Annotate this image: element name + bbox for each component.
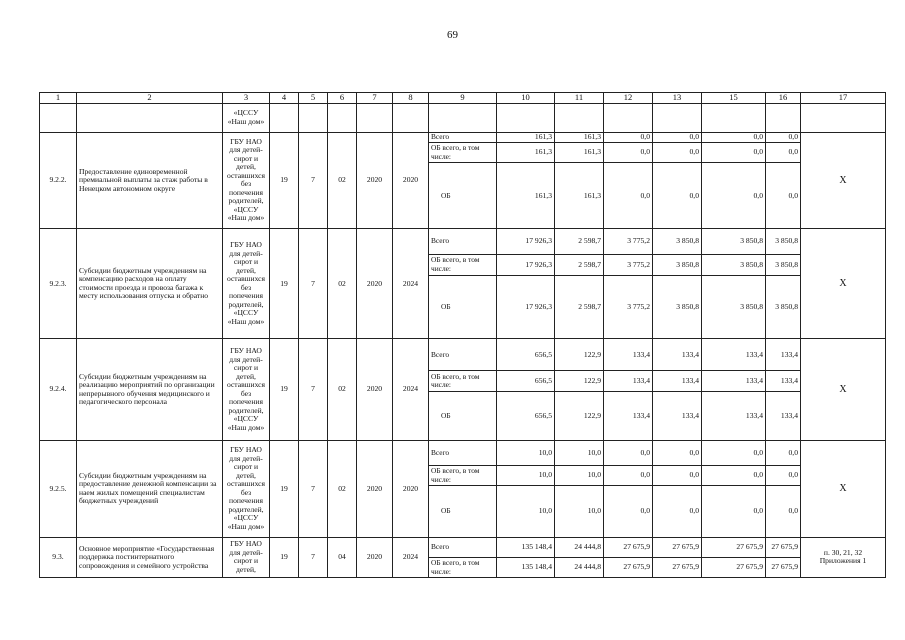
column-header: 6 [328, 93, 357, 104]
value-cell: 133,4 [604, 391, 653, 440]
value-cell: 133,4 [702, 391, 766, 440]
code-cell: 2024 [393, 537, 429, 577]
row-number: 9.2.3. [40, 229, 77, 339]
code-cell: 19 [270, 229, 299, 339]
value-cell: 3 850,8 [653, 254, 702, 275]
funding-label: Всего [429, 339, 497, 371]
program-table [39, 92, 886, 578]
table-row [40, 339, 886, 371]
value-cell: 3 775,2 [604, 229, 653, 255]
value-cell: 10,0 [497, 441, 555, 466]
funding-label: Всего [429, 537, 497, 558]
row-number: 9.2.4. [40, 339, 77, 441]
x-mark: Х [801, 229, 886, 339]
value-cell: 27 675,9 [604, 537, 653, 558]
column-header: 17 [801, 93, 886, 104]
value-cell: 133,4 [702, 371, 766, 392]
value-cell: 3 850,8 [702, 229, 766, 255]
value-cell: 24 444,8 [555, 558, 604, 578]
value-cell: 27 675,9 [766, 558, 801, 578]
value-cell: 3 775,2 [604, 254, 653, 275]
value-cell: 2 598,7 [555, 275, 604, 339]
code-cell: 7 [299, 132, 328, 229]
value-cell: 656,5 [497, 371, 555, 392]
funding-label: Всего [429, 132, 497, 142]
value-cell: 0,0 [653, 142, 702, 163]
value-cell: 133,4 [702, 339, 766, 371]
value-cell: 122,9 [555, 339, 604, 371]
funding-label: ОБ [429, 391, 497, 440]
column-header: 3 [223, 93, 270, 104]
code-cell: 19 [270, 441, 299, 538]
column-header: 1 [40, 93, 77, 104]
funding-label: Всего [429, 441, 497, 466]
value-cell: 0,0 [702, 142, 766, 163]
carry-over-row [40, 103, 886, 132]
value-cell: 0,0 [702, 132, 766, 142]
value-cell: 3 775,2 [604, 275, 653, 339]
column-header: 11 [555, 93, 604, 104]
value-cell: 161,3 [497, 142, 555, 163]
value-cell: 133,4 [766, 371, 801, 392]
value-cell: 0,0 [702, 486, 766, 537]
code-cell: 2020 [357, 229, 393, 339]
value-cell: 161,3 [555, 163, 604, 229]
column-header: 13 [653, 93, 702, 104]
column-header: 4 [270, 93, 299, 104]
funding-label: ОБ всего, в том числе: [429, 142, 497, 163]
value-cell: 10,0 [555, 486, 604, 537]
value-cell: 135 148,4 [497, 558, 555, 578]
value-cell: 0,0 [653, 441, 702, 466]
funding-label: ОБ всего, в том числе: [429, 254, 497, 275]
value-cell: 0,0 [653, 486, 702, 537]
funding-label: ОБ всего, в том числе: [429, 465, 497, 486]
row-number: 9.2.2. [40, 132, 77, 229]
value-cell: 133,4 [766, 391, 801, 440]
table-row [40, 537, 886, 558]
value-cell: 0,0 [702, 441, 766, 466]
x-mark: Х [801, 441, 886, 538]
code-cell: 02 [328, 441, 357, 538]
funding-label: ОБ всего, в том числе: [429, 558, 497, 578]
value-cell: 122,9 [555, 391, 604, 440]
code-cell: 19 [270, 537, 299, 577]
code-cell: 2020 [393, 441, 429, 538]
executor-cell: ГБУ НАО для детей-сирот и детей, [223, 537, 270, 577]
value-cell: 161,3 [497, 163, 555, 229]
code-cell: 2020 [357, 537, 393, 577]
value-cell: 27 675,9 [653, 558, 702, 578]
code-cell: 19 [270, 132, 299, 229]
value-cell: 27 675,9 [653, 537, 702, 558]
column-header: 7 [357, 93, 393, 104]
measure-name: Субсидии бюджетным учреждениям на реализацию мероприятий по организации непрерывного обучения медицинского и педагогического персонала [77, 339, 223, 441]
value-cell: 27 675,9 [604, 558, 653, 578]
value-cell: 0,0 [653, 163, 702, 229]
executor-cell: ГБУ НАО для детей-сирот и детей, оставшихся без попечения родителей, «ЦССУ «Наш дом» [223, 441, 270, 538]
code-cell: 2024 [393, 229, 429, 339]
code-cell: 04 [328, 537, 357, 577]
value-cell: 2 598,7 [555, 254, 604, 275]
code-cell: 2020 [357, 441, 393, 538]
value-cell: 10,0 [555, 465, 604, 486]
value-cell: 135 148,4 [497, 537, 555, 558]
row-number: 9.3. [40, 537, 77, 577]
code-cell: 2024 [393, 339, 429, 441]
value-cell: 161,3 [497, 132, 555, 142]
column-header: 8 [393, 93, 429, 104]
value-cell: 133,4 [653, 391, 702, 440]
value-cell: 17 926,3 [497, 229, 555, 255]
page-number: 69 [447, 29, 458, 41]
value-cell: 0,0 [702, 465, 766, 486]
column-header: 2 [77, 93, 223, 104]
value-cell: 24 444,8 [555, 537, 604, 558]
value-cell: 3 850,8 [766, 254, 801, 275]
value-cell: 27 675,9 [702, 558, 766, 578]
value-cell: 27 675,9 [702, 537, 766, 558]
value-cell: 0,0 [702, 163, 766, 229]
funding-label: ОБ [429, 275, 497, 339]
column-header: 10 [497, 93, 555, 104]
value-cell: 0,0 [653, 465, 702, 486]
executor-cell: «ЦССУ «Наш дом» [223, 103, 270, 132]
value-cell: 0,0 [766, 465, 801, 486]
value-cell: 133,4 [653, 371, 702, 392]
code-cell: 7 [299, 339, 328, 441]
value-cell: 27 675,9 [766, 537, 801, 558]
value-cell: 2 598,7 [555, 229, 604, 255]
code-cell: 02 [328, 339, 357, 441]
column-header: 16 [766, 93, 801, 104]
value-cell: 17 926,3 [497, 275, 555, 339]
code-cell: 7 [299, 537, 328, 577]
value-cell: 0,0 [653, 132, 702, 142]
value-cell: 656,5 [497, 391, 555, 440]
value-cell: 0,0 [604, 132, 653, 142]
value-cell: 161,3 [555, 132, 604, 142]
code-cell: 02 [328, 229, 357, 339]
reference-cell: п. 30, 21, 32 Приложения 1 [801, 537, 886, 577]
funding-label: ОБ всего, в том числе: [429, 371, 497, 392]
value-cell: 0,0 [604, 486, 653, 537]
row-number: 9.2.5. [40, 441, 77, 538]
code-cell: 02 [328, 132, 357, 229]
value-cell: 10,0 [555, 441, 604, 466]
column-header: 15 [702, 93, 766, 104]
value-cell: 17 926,3 [497, 254, 555, 275]
value-cell: 0,0 [766, 142, 801, 163]
value-cell: 0,0 [766, 486, 801, 537]
measure-name: Субсидии бюджетным учреждениям на компенсацию расходов на оплату стоимости проезда и провоза багажа к месту использования отпуска и обратно [77, 229, 223, 339]
value-cell: 0,0 [604, 142, 653, 163]
value-cell: 133,4 [604, 371, 653, 392]
code-cell: 2020 [357, 132, 393, 229]
measure-name: Основное мероприятие «Государственная поддержка постинтернатного сопровождения и семейного устройства [77, 537, 223, 577]
value-cell: 3 850,8 [702, 275, 766, 339]
code-cell: 2020 [357, 339, 393, 441]
value-cell: 0,0 [766, 441, 801, 466]
executor-cell: ГБУ НАО для детей-сирот и детей, оставшихся без попечения родителей, «ЦССУ «Наш дом» [223, 132, 270, 229]
code-cell: 19 [270, 339, 299, 441]
value-cell: 161,3 [555, 142, 604, 163]
code-cell: 2020 [393, 132, 429, 229]
value-cell: 10,0 [497, 486, 555, 537]
value-cell: 10,0 [497, 465, 555, 486]
column-header: 5 [299, 93, 328, 104]
x-mark: Х [801, 132, 886, 229]
value-cell: 0,0 [604, 465, 653, 486]
measure-name: Предоставление единовременной премиальной выплаты за стаж работы в Ненецком автономном округе [77, 132, 223, 229]
funding-label: ОБ [429, 163, 497, 229]
value-cell: 656,5 [497, 339, 555, 371]
value-cell: 3 850,8 [702, 254, 766, 275]
value-cell: 133,4 [653, 339, 702, 371]
code-cell: 7 [299, 441, 328, 538]
value-cell: 122,9 [555, 371, 604, 392]
value-cell: 0,0 [766, 163, 801, 229]
value-cell: 3 850,8 [653, 229, 702, 255]
value-cell: 0,0 [604, 163, 653, 229]
value-cell: 3 850,8 [766, 229, 801, 255]
column-header-row [40, 93, 886, 104]
value-cell: 133,4 [766, 339, 801, 371]
column-header: 12 [604, 93, 653, 104]
executor-cell: ГБУ НАО для детей-сирот и детей, оставшихся без попечения родителей, «ЦССУ «Наш дом» [223, 229, 270, 339]
x-mark: Х [801, 339, 886, 441]
measure-name: Субсидии бюджетным учреждениям на предоставление денежной компенсации за наем жилых помещений специалистам бюджетных учреждений [77, 441, 223, 538]
value-cell: 3 850,8 [766, 275, 801, 339]
value-cell: 0,0 [766, 132, 801, 142]
table-row [40, 132, 886, 142]
column-header: 9 [429, 93, 497, 104]
value-cell: 0,0 [604, 441, 653, 466]
code-cell: 7 [299, 229, 328, 339]
funding-label: Всего [429, 229, 497, 255]
value-cell: 133,4 [604, 339, 653, 371]
funding-label: ОБ [429, 486, 497, 537]
value-cell: 3 850,8 [653, 275, 702, 339]
table-row [40, 229, 886, 255]
table-row [40, 441, 886, 466]
executor-cell: ГБУ НАО для детей-сирот и детей, оставшихся без попечения родителей, «ЦССУ «Наш дом» [223, 339, 270, 441]
